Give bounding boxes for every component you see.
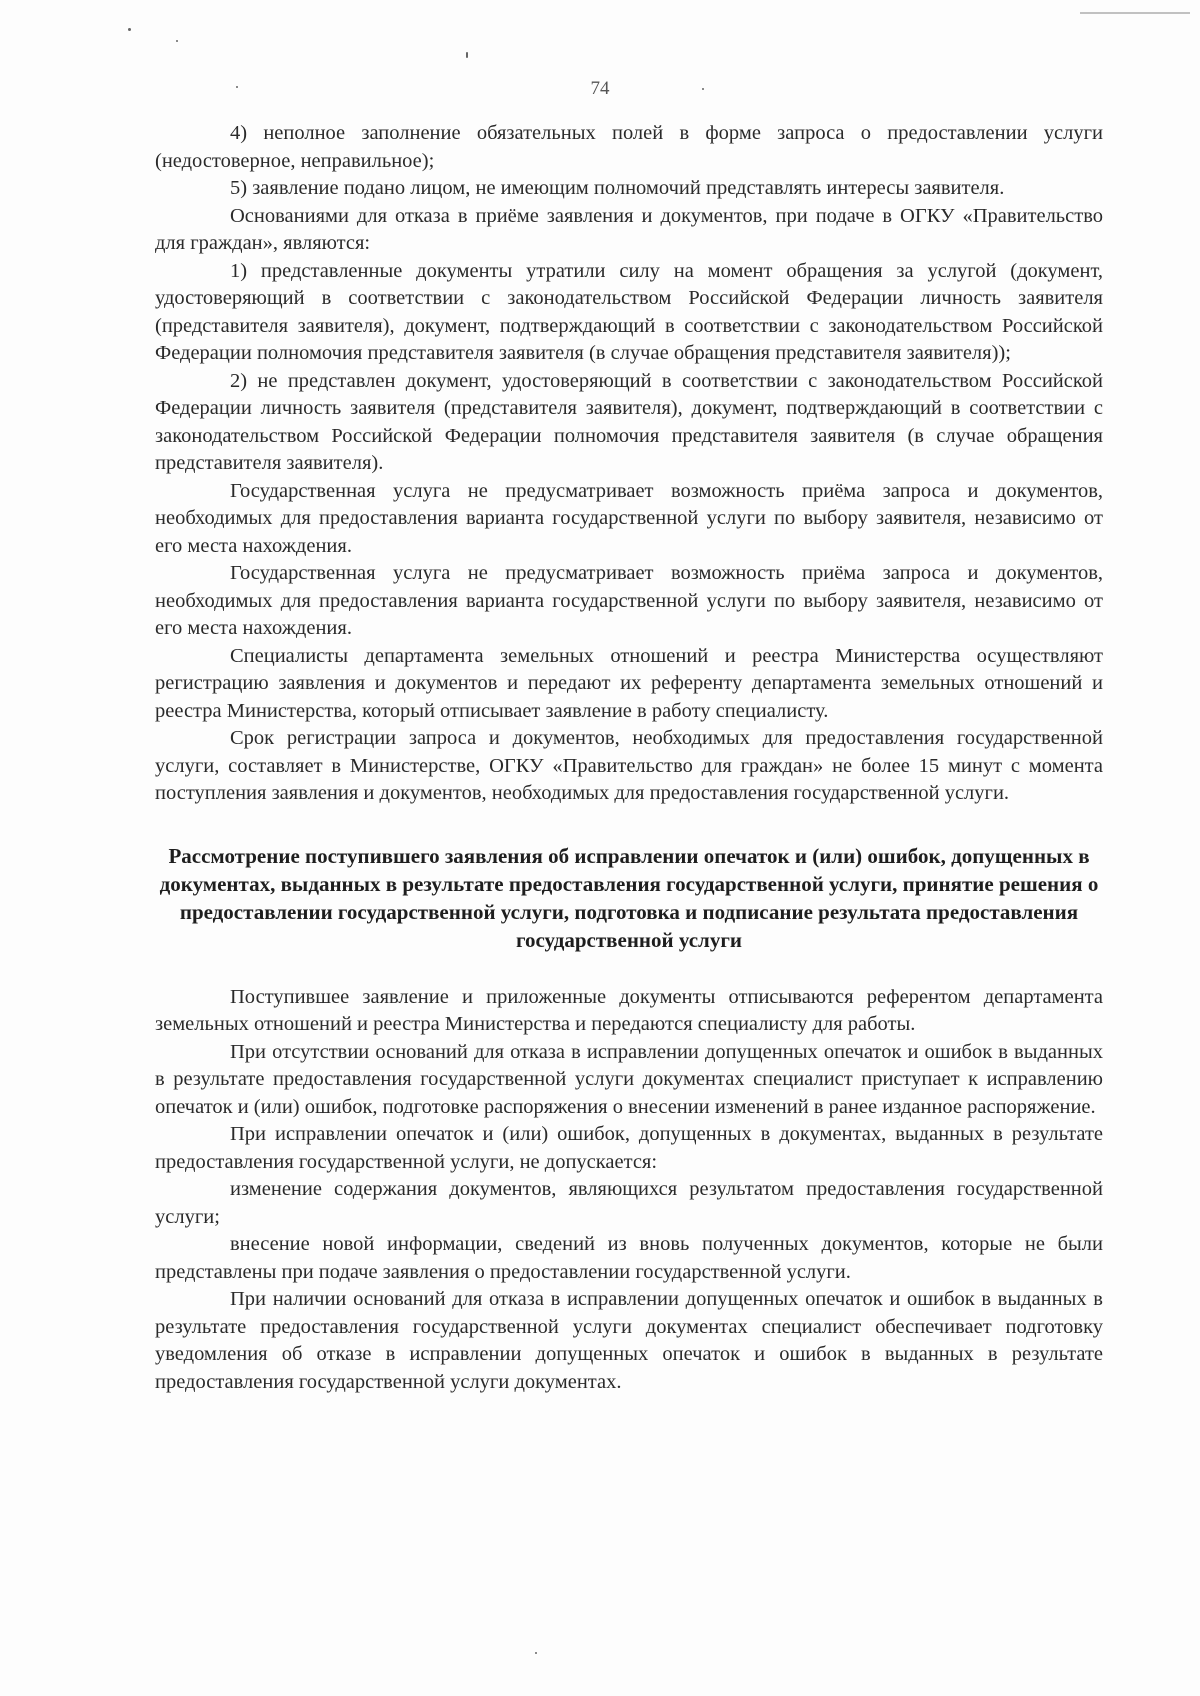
paragraph: При наличии оснований для отказа в исправлении допущенных опечаток и ошибок в выданных в результате предоставления государственной услуги документах специалист обеспечивает подготовку уведомления об отказе в исправлении допущенных опечаток и ошибок в выданных в результате предоставления государственной услуги документах.	[155, 1288, 1103, 1393]
section-heading: Рассмотрение поступившего заявления об исправлении опечаток и (или) ошибок, допущенных в документах, выданных в результате предоставления государственной услуги, принятие решения о предоставлении государственной услуги, подготовка и подписание результата предоставления государственной услуги	[159, 843, 1099, 952]
paragraph: 1) представленные документы утратили силу на момент обращения за услугой (документ, удостоверяющий в соответствии с законодательством Российской Федерации личность заявителя (представителя заявителя), документ, подтверждающий в соответствии с законодательством Российской Федерации полномочия представителя заявителя (в случае обращения представителя заявителя));	[155, 259, 1103, 364]
scan-speck	[128, 28, 131, 31]
paragraph: 2) не представлен документ, удостоверяющий в соответствии с законодательством Российской Федерации личность заявителя (представителя заявителя), документ, подтверждающий в соответствии с законодательством Российской Федерации полномочия представителя заявителя (в случае обращения представителя заявителя).	[155, 369, 1103, 474]
scan-speck	[535, 1652, 537, 1654]
paragraph: Основаниями для отказа в приёме заявления и документов, при подаче в ОГКУ «Правительство для граждан», являются:	[155, 204, 1103, 254]
page-number: 74	[590, 78, 610, 99]
paragraph: Государственная услуга не предусматривает возможность приёма запроса и документов, необходимых для предоставления варианта государственной услуги по выбору заявителя, независимо от его места нахождения.	[155, 479, 1103, 557]
paragraph: внесение новой информации, сведений из вновь полученных документов, которые не были представлены при подаче заявления о предоставлении государственной услуги.	[155, 1233, 1103, 1283]
paragraph: изменение содержания документов, являющихся результатом предоставления государственной услуги;	[155, 1178, 1103, 1228]
document-body	[155, 120, 1103, 1396]
scan-speck	[466, 52, 468, 58]
paragraph: Государственная услуга не предусматривает возможность приёма запроса и документов, необходимых для предоставления варианта государственной услуги по выбору заявителя, независимо от его места нахождения.	[155, 562, 1103, 639]
paragraph: При исправлении опечаток и (или) ошибок, допущенных в документах, выданных в результате предоставления государственной услуги, не допускается:	[155, 1123, 1103, 1173]
paragraph: Поступившее заявление и приложенные документы отписываются референтом департамента земельных отношений и реестра Министерства и передаются специалисту для работы.	[155, 985, 1103, 1035]
paragraph: 4) неполное заполнение обязательных полей в форме запроса о предоставлении услуги (недостоверное, неправильное);	[155, 122, 1103, 172]
paragraph: Срок регистрации запроса и документов, необходимых для предоставления государственной услуги, составляет в Министерстве, ОГКУ «Правительство для граждан» не более 15 минут с момента поступления заявления и документов, необходимых для предоставления государственной услуги.	[155, 727, 1103, 804]
paragraph: Специалисты департамента земельных отношений и реестра Министерства осуществляют регистрацию заявления и документов и передают их референту департамента земельных отношений и реестра Министерства, который отписывает заявление в работу специалисту.	[155, 644, 1103, 722]
paragraph: При отсутствии оснований для отказа в исправлении допущенных опечаток и ошибок в выданных в результате предоставления государственной услуги документах специалист приступает к исправлению опечаток и (или) ошибок, подготовке распоряжения о внесении изменений в ранее изданное распоряжение.	[155, 1040, 1103, 1118]
paragraph: 5) заявление подано лицом, не имеющим полномочий представлять интересы заявителя.	[230, 177, 1005, 199]
scan-speck	[176, 40, 178, 42]
scan-artifact-line	[1080, 12, 1190, 14]
